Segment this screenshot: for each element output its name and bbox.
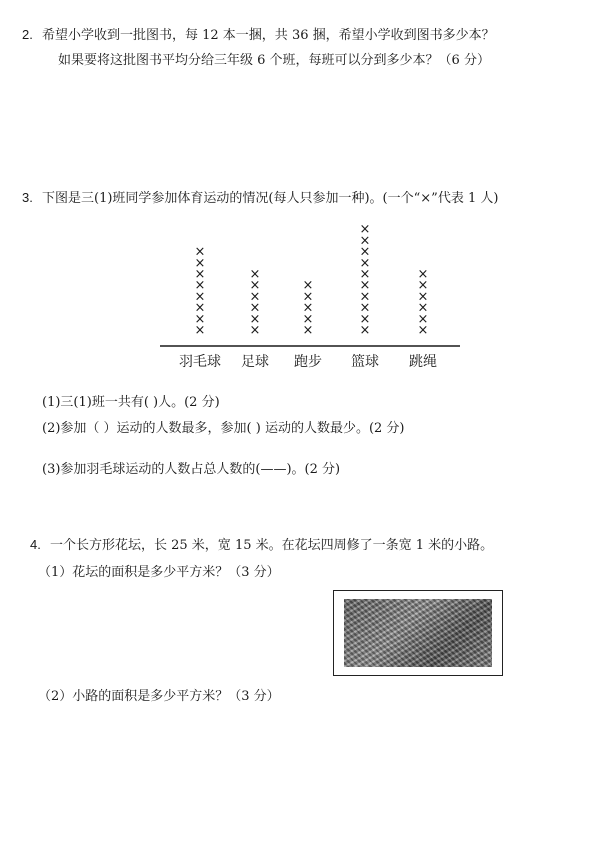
question-3-sub-1: (1)三(1)班一共有( )人。(2 分): [42, 395, 220, 410]
cross-mark: ×: [249, 300, 261, 316]
cross-mark: ×: [417, 278, 429, 294]
cross-mark: ×: [417, 311, 429, 327]
cross-mark: ×: [194, 289, 206, 305]
cross-mark: ×: [359, 323, 371, 338]
cross-mark: ×: [194, 311, 206, 327]
question-4-sub-2: （2）小路的面积是多少平方米？（3 分）: [38, 689, 280, 704]
cross-mark: ×: [359, 233, 371, 249]
question-4-number: 4.: [30, 537, 41, 552]
cross-mark: ×: [194, 278, 206, 294]
question-2-line-1: 希望小学收到一批图书，每 12 本一捆，共 36 捆，希望小学收到图书多少本？: [42, 28, 495, 43]
cross-mark: ×: [417, 267, 429, 282]
pictograph-marks: [195, 222, 429, 338]
cross-mark: ×: [417, 300, 429, 316]
category-label: 跳绳: [409, 354, 437, 370]
cross-mark: ×: [249, 289, 261, 305]
cross-mark: ×: [249, 323, 261, 338]
cross-mark: ×: [302, 323, 314, 338]
question-2-number: 2.: [22, 27, 33, 42]
cross-mark: ×: [359, 300, 371, 316]
cross-mark: ×: [194, 323, 206, 338]
cross-mark: ×: [194, 267, 206, 282]
cross-mark: ×: [417, 289, 429, 305]
question-2-line-2: 如果要将这批图书平均分给三年级 6 个班，每班可以分到多少本？（6 分）: [58, 53, 490, 68]
cross-mark: ×: [249, 311, 261, 327]
question-3-sub-3: (3)参加羽毛球运动的人数占总人数的(——)。(2 分): [42, 462, 341, 477]
cross-mark: ×: [194, 300, 206, 316]
cross-mark: ×: [302, 311, 314, 327]
cross-mark: ×: [194, 244, 206, 260]
question-3-number: 3.: [22, 190, 33, 205]
pictograph-chart: [150, 210, 470, 375]
cross-mark: ×: [359, 244, 371, 260]
cross-mark: ×: [359, 267, 371, 282]
cross-mark: ×: [194, 255, 206, 271]
cross-mark: ×: [359, 255, 371, 271]
category-label: 跑步: [294, 354, 322, 370]
cross-mark: ×: [302, 289, 314, 305]
cross-mark: ×: [359, 222, 371, 238]
cross-mark: ×: [417, 323, 429, 338]
cross-mark: ×: [249, 278, 261, 294]
cross-mark: ×: [249, 267, 261, 282]
cross-mark: ×: [302, 278, 314, 294]
question-3-sub-2: (2)参加（ ）运动的人数最多，参加( ) 运动的人数最少。(2 分): [42, 421, 405, 436]
question-4-sub-1: （1）花坛的面积是多少平方米？（3 分）: [38, 565, 280, 580]
cross-mark: ×: [302, 300, 314, 316]
category-label: 羽毛球: [179, 354, 221, 370]
cross-mark: ×: [359, 311, 371, 327]
cross-mark: ×: [359, 289, 371, 305]
category-label: 篮球: [351, 354, 379, 370]
question-3-intro: 下图是三(1)班同学参加体育运动的情况(每人只参加一种)。(一个“×”代表 1 人): [42, 191, 499, 206]
category-label: 足球: [241, 354, 269, 370]
category-labels: [179, 353, 437, 370]
garden-photo: [333, 590, 503, 676]
garden-photo-image: [344, 599, 492, 667]
cross-mark: ×: [359, 278, 371, 294]
question-4-intro: 一个长方形花坛，长 25 米，宽 15 米。在花坛四周修了一条宽 1 米的小路。: [50, 538, 494, 553]
